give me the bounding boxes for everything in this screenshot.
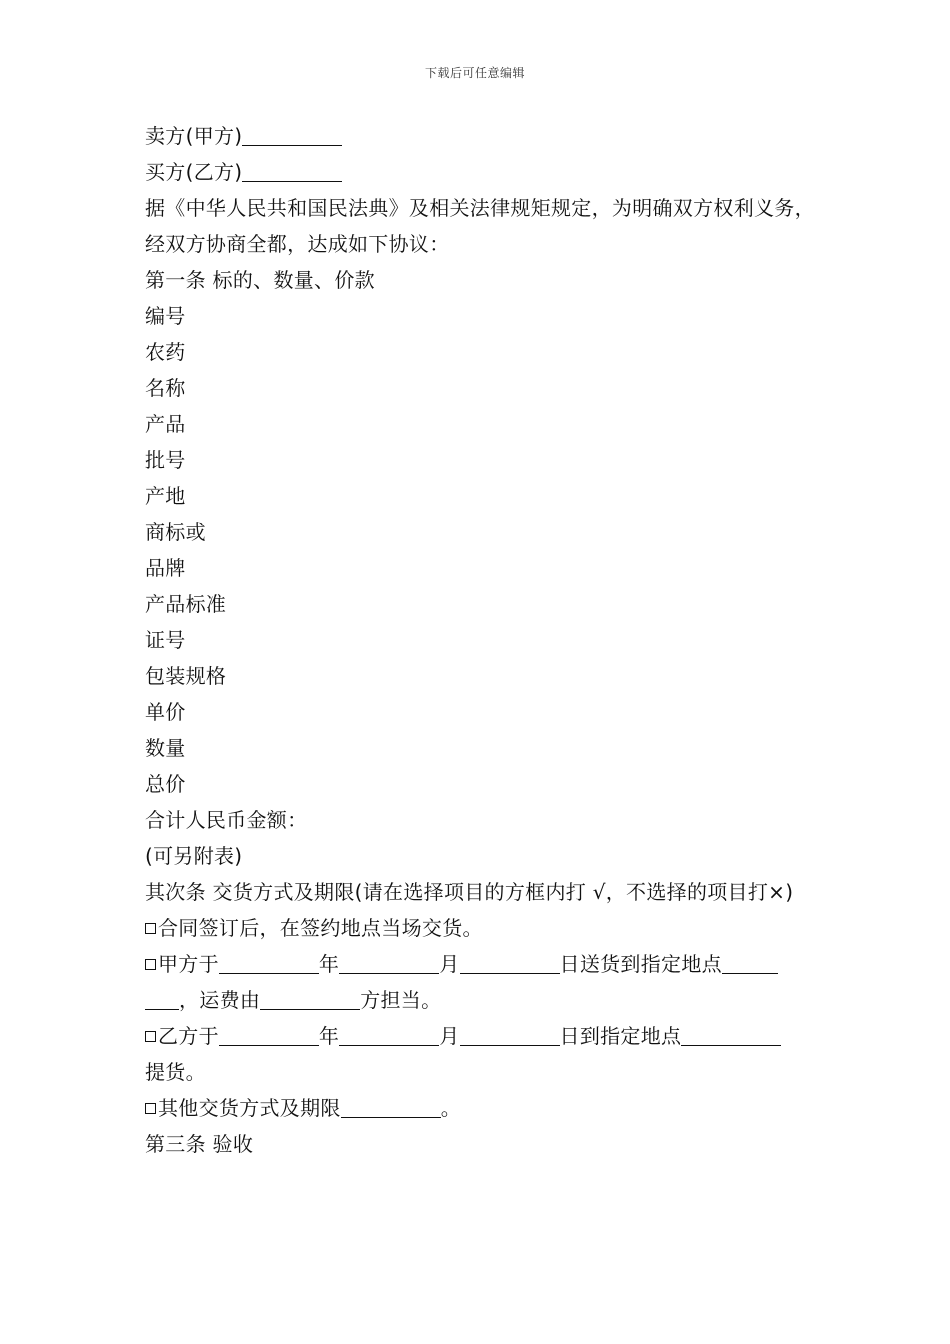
item-label: 单价 bbox=[145, 700, 186, 724]
item-label: 产品 bbox=[145, 412, 186, 436]
item-label: 产品标准 bbox=[145, 592, 227, 616]
item-label: 总价 bbox=[145, 772, 186, 796]
item-label: 产地 bbox=[145, 484, 186, 508]
option-text: 。 bbox=[440, 1096, 462, 1120]
checkbox-icon[interactable] bbox=[145, 923, 156, 934]
article3-title: 第三条 验收 bbox=[145, 1132, 254, 1156]
month-label: 月 bbox=[439, 1024, 460, 1048]
attach-note: (可另附表) bbox=[145, 844, 243, 868]
option-text: 甲方于 bbox=[158, 952, 219, 976]
buyer-line bbox=[145, 154, 815, 190]
option-text: 合同签订后，在签约地点当场交货。 bbox=[158, 916, 483, 940]
option-text: 其他交货方式及期限 bbox=[158, 1096, 341, 1120]
total-amount-line: 合计人民币金额： bbox=[145, 808, 308, 832]
year-label: 年 bbox=[318, 1024, 340, 1048]
option-text: ，运费由 bbox=[179, 988, 261, 1012]
item-label: 品牌 bbox=[145, 556, 186, 580]
checkbox-icon[interactable] bbox=[145, 959, 156, 970]
item-label: 包装规格 bbox=[145, 664, 227, 688]
buyer-label: 买方(乙方) bbox=[145, 160, 243, 184]
location-blank-continued[interactable] bbox=[145, 989, 179, 1010]
item-label: 农药 bbox=[145, 340, 186, 364]
item-label: 名称 bbox=[145, 376, 186, 400]
item-label: 数量 bbox=[145, 736, 186, 760]
month-label: 月 bbox=[439, 952, 460, 976]
seller-line bbox=[145, 118, 815, 154]
year-blank[interactable] bbox=[219, 953, 319, 974]
checkbox-icon[interactable] bbox=[145, 1103, 156, 1114]
option-text: 方担当。 bbox=[360, 988, 442, 1012]
article2-title: 其次条 交货方式及期限(请在选择项目的方框内打 √，不选择的项目打×) bbox=[145, 880, 794, 904]
month-blank[interactable] bbox=[339, 1025, 439, 1046]
delivery-option-onsite bbox=[145, 910, 815, 946]
page-header: 下载后可任意编辑 bbox=[424, 66, 525, 80]
preamble-paragraph: 据《中华人民共和国民法典》及相关法律规矩规定，为明确双方权利义务，经双方协商全都，达成如下协议： bbox=[145, 196, 815, 256]
delivery-option-other bbox=[145, 1090, 815, 1126]
year-label: 年 bbox=[318, 952, 340, 976]
option-text: 提货。 bbox=[145, 1060, 206, 1084]
delivery-option-buyer-pickup bbox=[145, 1018, 815, 1090]
option-text: 日送货到指定地点 bbox=[559, 952, 722, 976]
option-text: 日到指定地点 bbox=[559, 1024, 682, 1048]
freight-party-blank[interactable] bbox=[260, 989, 360, 1010]
item-label: 批号 bbox=[145, 448, 186, 472]
checkbox-icon[interactable] bbox=[145, 1031, 156, 1042]
buyer-blank[interactable] bbox=[242, 161, 342, 182]
location-blank[interactable] bbox=[681, 1025, 781, 1046]
month-blank[interactable] bbox=[339, 953, 439, 974]
location-blank[interactable] bbox=[722, 953, 778, 974]
item-label: 商标或 bbox=[145, 520, 206, 544]
option-text: 乙方于 bbox=[158, 1024, 219, 1048]
contract-body bbox=[145, 118, 815, 1162]
article1-title: 第一条 标的、数量、价款 bbox=[145, 268, 375, 292]
delivery-option-seller-delivers bbox=[145, 946, 815, 1018]
other-method-blank[interactable] bbox=[341, 1097, 441, 1118]
day-blank[interactable] bbox=[460, 953, 560, 974]
day-blank[interactable] bbox=[460, 1025, 560, 1046]
item-label: 证号 bbox=[145, 628, 186, 652]
year-blank[interactable] bbox=[219, 1025, 319, 1046]
seller-label: 卖方(甲方) bbox=[145, 124, 243, 148]
item-label: 编号 bbox=[145, 304, 186, 328]
seller-blank[interactable] bbox=[242, 125, 342, 146]
